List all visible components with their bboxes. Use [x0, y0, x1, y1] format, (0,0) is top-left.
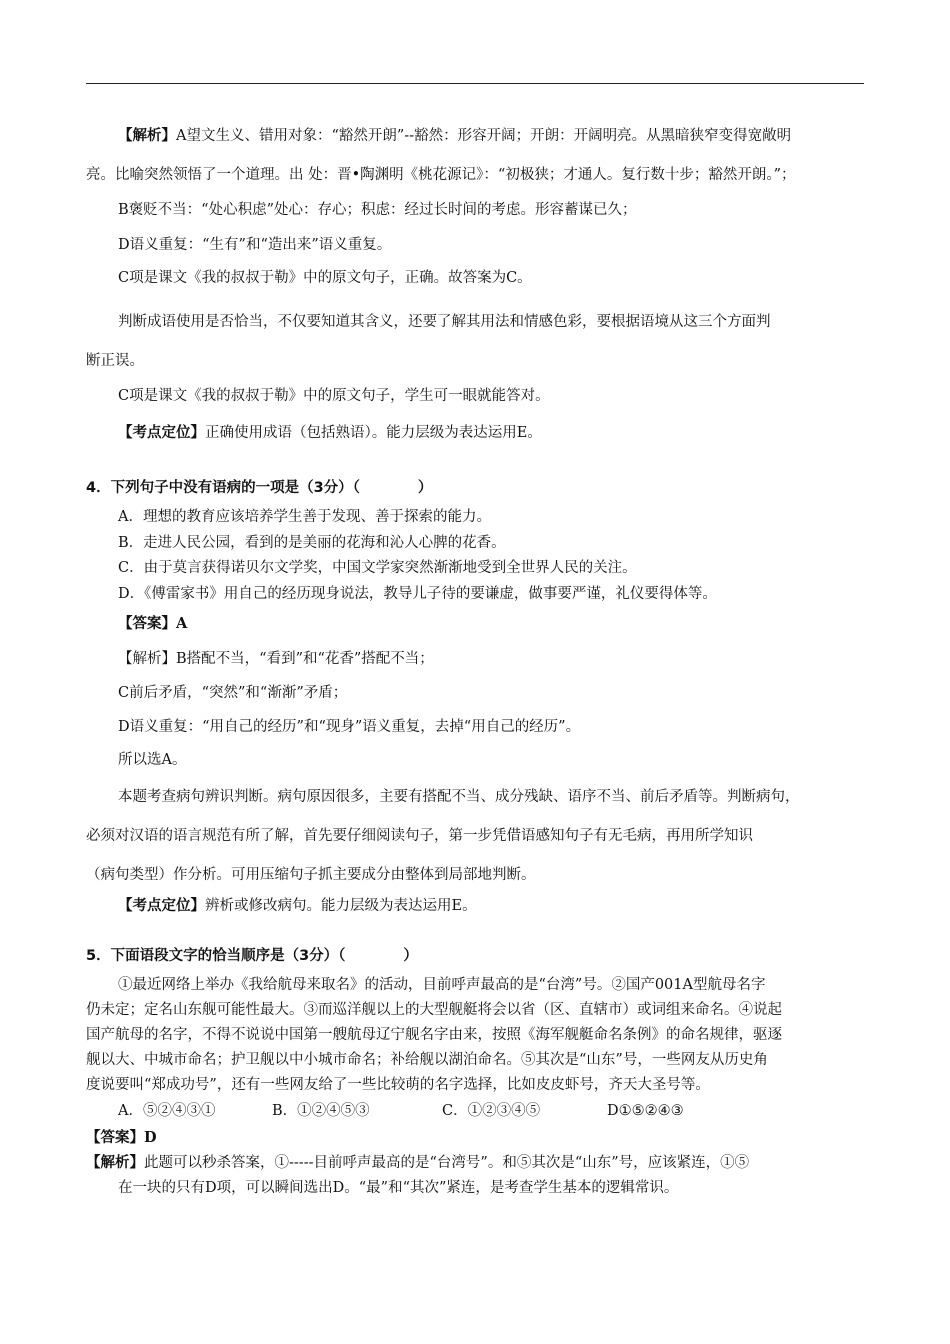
q5-para-line4: 舰以大、中城市命名；护卫舰以中小城市命名；补给舰以湖泊命名。⑤其次是“山东”号，一些网友从历史角 — [86, 1052, 768, 1068]
answer-tag: 【答案】 — [118, 615, 176, 632]
q3-note-line1: 判断成语使用是否恰当，不仅要知道其含义，还要了解其用法和情感色彩，要根据语境从这三个方面判 — [118, 314, 771, 330]
q4-analysis-select: 所以选A。 — [118, 752, 187, 768]
q5-para-line1: ①最近网络上举办《我给航母来取名》的活动，目前呼声最高的是“台湾”号。②国产001A型航母名字 — [118, 977, 766, 993]
q5-analysis-line2: 在一块的只有D项，可以瞬间选出D。“最”和“其次”紧连，是考查学生基本的逻辑常识。 — [118, 1180, 679, 1196]
q5-option-b: B．①②④⑤③ — [272, 1103, 370, 1119]
kaodian-tag: 【考点定位】 — [118, 897, 205, 914]
q4-analysis-d: D语义重复：“用自己的经历”和“现身”语义重复，去掉“用自己的经历”。 — [118, 719, 581, 735]
q5-analysis-line1 — [86, 1153, 749, 1173]
q3-kaodian — [118, 423, 542, 443]
answer-value: A — [176, 615, 188, 632]
q5-para-line3: 国产航母的名字，不得不说说中国第一艘航母辽宁舰名字由来，按照《海军舰艇命名条例》的命名规律，驱逐 — [86, 1027, 782, 1043]
q3-analysis-b: B褒贬不当：“处心积虑”处心：存心；积虑：经过长时间的考虑。形容蓄谋已久； — [118, 202, 637, 218]
answer-value: D — [144, 1129, 157, 1146]
q4-kaodian — [118, 896, 477, 916]
analysis-tag: 【解析】 — [118, 651, 176, 667]
q4-option-c: C．由于莫言获得诺贝尔文学奖，中国文学家突然渐渐地受到全世界人民的关注。 — [118, 560, 637, 576]
q5-para-line5: 度说要叫“郑成功号”，还有一些网友给了一些比较萌的名字选择，比如皮皮虾号，齐天大圣号等。 — [86, 1077, 710, 1093]
q3-analysis-d: D语义重复：“生有”和“造出来”语义重复。 — [118, 237, 392, 253]
q4-analysis-c: C前后矛盾，“突然”和“渐渐”矛盾； — [118, 685, 348, 701]
analysis-text: B搭配不当，“看到”和“花香”搭配不当； — [176, 651, 434, 667]
analysis-tag: 【解析】 — [86, 1154, 144, 1171]
analysis-text: A望文生义、错用对象：“豁然开朗”--豁然：形容开阔；开朗：开阔明亮。从黑暗狭窄变得宽敞明 — [176, 128, 792, 144]
q3-analysis-line1 — [118, 126, 791, 146]
q5-para-line2: 仍未定；定名山东舰可能性最大。③而巡洋舰以上的大型舰艇将会以省（区、直辖市）或词组来命名。④说起 — [86, 1002, 782, 1018]
q4-title: 4．下列句子中没有语病的一项是（3分）（ ） — [86, 480, 433, 496]
q4-analysis-b — [118, 649, 434, 669]
kaodian-tag: 【考点定位】 — [118, 424, 205, 441]
q4-option-a: A．理想的教育应该培养学生善于发现、善于探索的能力。 — [118, 509, 491, 525]
q5-option-c: C．①②③④⑤ — [442, 1103, 541, 1119]
q4-option-d: D．《傅雷家书》用自己的经历现身说法，教导儿子待的要谦虚，做事要严谨，礼仪要得体等。 — [118, 586, 717, 602]
kaodian-text: 辨析或修改病句。能力层级为表达运用E。 — [205, 898, 477, 914]
q5-title: 5．下面语段文字的恰当顺序是（3分）（ ） — [86, 948, 418, 964]
kaodian-text: 正确使用成语（包括熟语）。能力层级为表达运用E。 — [205, 425, 542, 441]
q4-note-line1: 本题考查病句辨识判断。病句原因很多，主要有搭配不当、成分残缺、语序不当、前后矛盾等。判断病句， — [118, 789, 800, 805]
q5-option-d: D①⑤②④③ — [607, 1103, 684, 1119]
q5-options — [118, 1101, 684, 1121]
analysis-text: 此题可以秒杀答案，①-----目前呼声最高的是“台湾号”。和⑤其次是“山东”号，应该紧连，①⑤ — [144, 1155, 750, 1171]
q3-analysis-line2: 亮。比喻突然领悟了一个道理。出 处：晋•陶渊明《桃花源记》：“初极狭；才通人。复行数十步；豁然开朗。”； — [86, 167, 796, 183]
q5-option-a: A．⑤②④③① — [118, 1103, 216, 1119]
header-rule — [86, 83, 864, 84]
q4-note-line2: 必须对汉语的语言规范有所了解，首先要仔细阅读句子，第一步凭借语感知句子有无毛病，再用所学知识 — [86, 828, 753, 844]
q4-option-b: B．走进人民公园，看到的是美丽的花海和沁人心脾的花香。 — [118, 535, 506, 551]
q3-analysis-c: C项是课文《我的叔叔于勒》中的原文句子，正确。故答案为C。 — [118, 270, 532, 286]
q5-answer — [86, 1128, 157, 1148]
q4-answer — [118, 614, 187, 634]
answer-tag: 【答案】 — [86, 1129, 144, 1146]
q3-note-line3: C项是课文《我的叔叔于勒》中的原文句子，学生可一眼就能答对。 — [118, 388, 550, 404]
analysis-tag: 【解析】 — [118, 127, 176, 144]
q3-note-line2: 断正误。 — [86, 353, 144, 369]
q4-note-line3: （病句类型）作分析。可用压缩句子抓主要成分由整体到局部地判断。 — [86, 867, 536, 883]
